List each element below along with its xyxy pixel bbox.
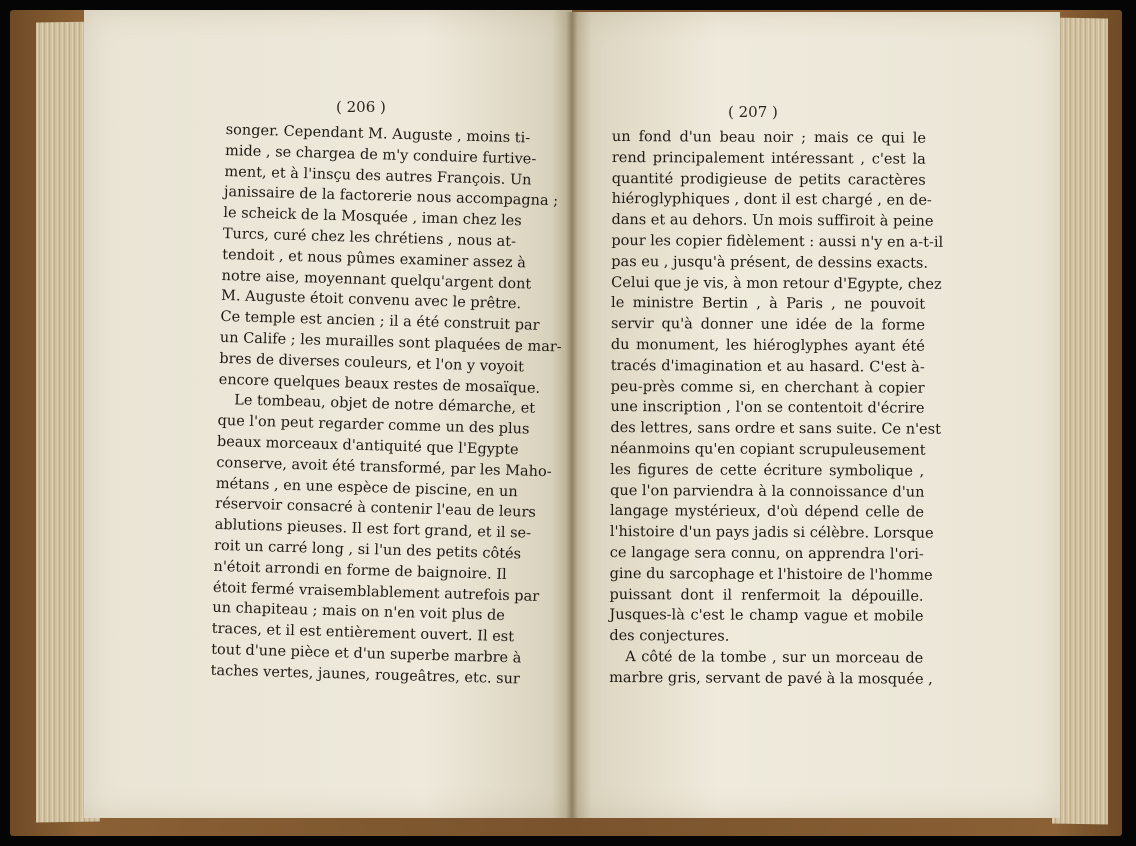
text-line: tracés d'imagination et au hasard. C'est à- <box>610 357 925 376</box>
text-line: pas eu , jusqu'à présent, de dessins exacts. <box>611 253 929 272</box>
text-line: encore quelques beaux restes de mosaïque. <box>218 371 541 397</box>
text-line: pour les copier fidèlement : aussi n'y en a-t-il <box>611 232 944 251</box>
text-line: servir qu'à donner une idée de la forme <box>610 316 926 334</box>
text-line: étoit fermé vraisemblablement autrefois par <box>212 579 540 605</box>
text-line: réservoir consacré à contenir l'eau de leurs <box>215 496 537 522</box>
text-line: les figures de cette écriture symbolique , <box>610 461 925 480</box>
text-line: traces, et il est entièrement ouvert. Il est <box>211 620 515 646</box>
text-line: ment, et à l'insçu des autres François. Un <box>224 163 532 189</box>
text-line: puissant dont il renfermoit la dépouille. <box>609 586 924 605</box>
text-line: le ministre Bertin , à Paris , ne pouvoit <box>611 295 926 314</box>
text-line: M. Auguste étoit convenu avec le prêtre. <box>220 288 522 313</box>
text-line: Jusques-là c'est le champ vague et mobile <box>609 607 924 625</box>
page-number-right: ( 207 ) <box>728 103 778 121</box>
left-page-text <box>210 120 562 689</box>
text-line: quantité prodigieuse de petits caractères <box>611 170 926 189</box>
text-line: notre aise, moyennant quelqu'argent dont <box>221 267 532 293</box>
text-line: un Calife ; les murailles sont plaquées de mar- <box>219 329 562 356</box>
text-line: hiéroglyphiques , dont il est chargé , en de- <box>611 191 932 210</box>
text-line: ablutions pieuses. Il est fort grand, et il se- <box>214 516 532 542</box>
right-page-edges <box>1052 18 1108 825</box>
text-line: mide , se chargea de m'y conduire furtive- <box>224 142 537 168</box>
text-line: une inscription , l'on se contentoit d'écrire <box>610 399 925 417</box>
text-line: ce langage sera connu, on apprendra l'ori- <box>609 544 924 563</box>
text-line: bres de diverses couleurs, et l'on y voyoit <box>219 350 525 376</box>
text-line: songer. Cependant M. Auguste , moins ti- <box>225 121 531 147</box>
text-line: néanmoins qu'en copiant scrupuleusement <box>610 440 926 459</box>
text-line: rend principalement intéressant , c'est la <box>611 149 926 168</box>
text-line: des lettres, sans ordre et sans suite. Ce n'est <box>610 420 941 438</box>
right-page-text <box>609 127 944 690</box>
text-line: un chapiteau ; mais on n'en voit plus de <box>212 600 506 625</box>
text-line: métans , en une espèce de piscine, en un <box>215 475 518 500</box>
text-line: Le tombeau, objet de notre démarche, et <box>233 392 536 418</box>
text-line: du monument, les hiéroglyphes ayant été <box>610 336 925 355</box>
text-line: que l'on peut regarder comme un des plus <box>217 413 530 438</box>
text-line: dans et au dehors. Un mois suffiroit à peine <box>611 212 934 230</box>
text-line: un fond d'un beau noir ; mais ce qui le <box>611 128 926 147</box>
page-number-left: ( 206 ) <box>336 98 386 116</box>
text-line: Turcs, curé chez les chrétiens , nous at- <box>222 225 517 251</box>
text-line: langage mystérieux, d'où dépend celle de <box>609 503 925 521</box>
text-line: Celui que je vis, à mon retour d'Egypte, chez <box>611 274 942 293</box>
text-line: que l'on parviendra à la connoissance d'un <box>610 482 925 501</box>
text-line: conserve, avoit été transformé, par les Maho- <box>216 454 552 480</box>
text-line: janissaire de la factorerie nous accompagna ; <box>223 184 559 210</box>
text-line: le scheick de la Mosquée , iman chez les <box>223 205 522 230</box>
text-line: beaux morceaux d'antiquité que l'Egypte <box>216 433 519 459</box>
text-line: n'étoit arrondi en forme de baignoire. Il <box>213 558 507 583</box>
text-line: l'histoire d'un pays jadis si célèbre. Lorsque <box>609 524 934 542</box>
text-line: peu-près comme si, en cherchant à copier <box>610 378 925 397</box>
text-line: marbre gris, servant de pavé à la mosquée , <box>609 669 933 688</box>
book-gutter <box>566 12 578 818</box>
text-line: Ce temple est ancien ; il a été construit par <box>220 309 540 335</box>
text-line: A côté de la tombe , sur un morceau de <box>625 648 924 667</box>
text-line: tendoit , et nous pûmes examiner assez à <box>222 246 527 272</box>
text-line: gine du sarcophage et l'histoire de l'homme <box>609 565 933 584</box>
text-line: taches vertes, jaunes, rougeâtres, etc. sur <box>210 662 521 688</box>
text-line: des conjectures. <box>609 628 730 645</box>
text-line: roit un carré long , si l'un des petits côtés <box>213 537 522 563</box>
text-line: tout d'une pièce et d'un superbe marbre à <box>210 641 522 667</box>
